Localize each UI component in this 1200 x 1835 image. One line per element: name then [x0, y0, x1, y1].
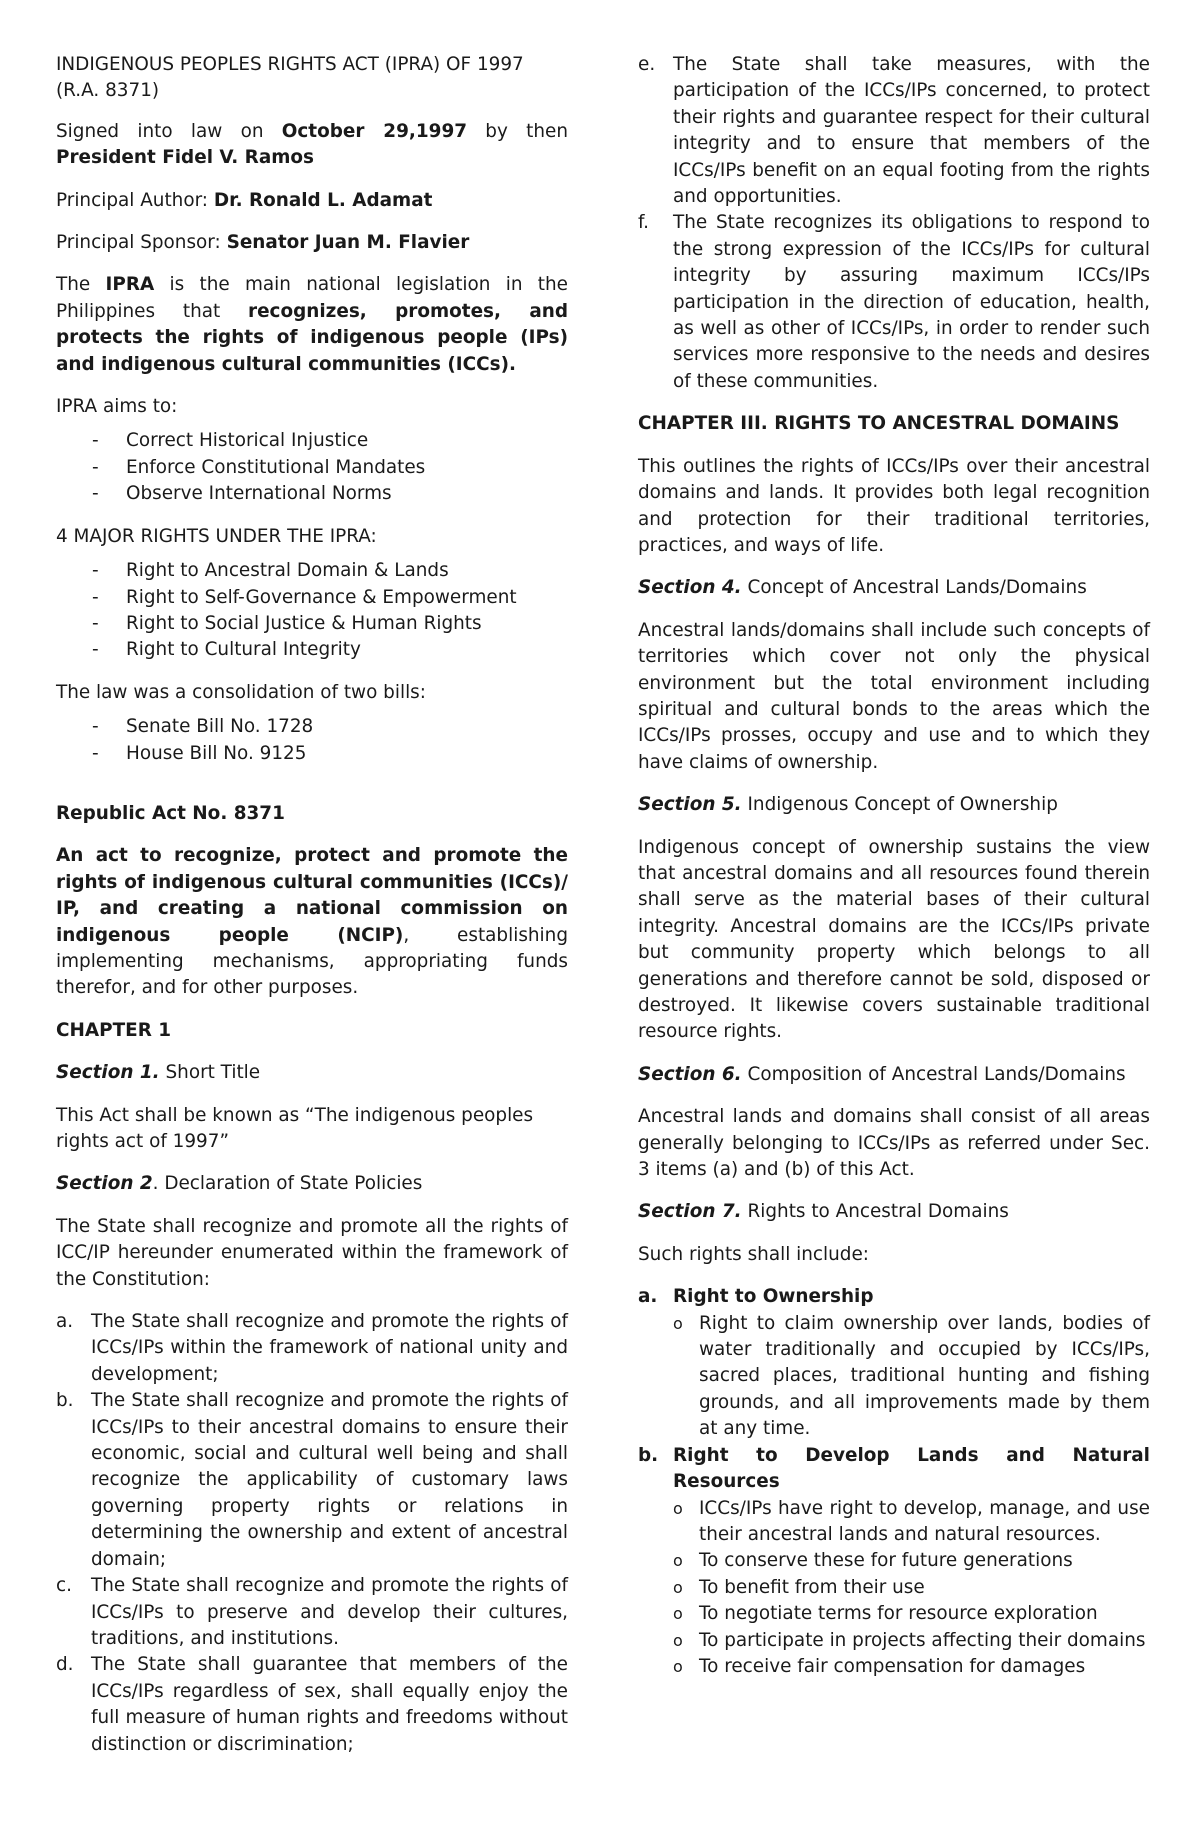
- section-title: Short Title: [159, 1062, 261, 1084]
- chapter-3-heading: CHAPTER III. RIGHTS TO ANCESTRAL DOMAINS: [638, 413, 1120, 435]
- right-title: Right to Ownership: [673, 1286, 874, 1308]
- list-marker: a.: [638, 1286, 658, 1308]
- section-7-text: Such rights shall include:: [638, 1243, 869, 1265]
- aims-label: IPRA aims to:: [56, 396, 178, 418]
- chapter-1-heading: CHAPTER 1: [56, 1019, 172, 1041]
- list-item: - Right to Ancestral Domain & Lands: [56, 558, 568, 584]
- list-item-text: The State recognizes its obligations to respond to the strong expression of the ICCs/IPs for cultural integrity by assuring maximum ICCs/IPs participation in the direction of education, health, as well as other of ICCs/IPs, in order to render such services more responsive to the needs and desires of these communities.: [673, 212, 1150, 392]
- section-title: . Declaration of State Policies: [152, 1173, 423, 1195]
- list-marker: d.: [56, 1654, 74, 1676]
- state-policies-list-a-d: [56, 1309, 568, 1758]
- sponsor-name: Senator Juan M. Flavier: [226, 232, 470, 254]
- list-item: o Right to claim ownership over lands, bodies of water traditionally and occupied by ICCs/IPs, sacred places, traditional hunting and fishing grounds, and all improvements made by them at any time.: [673, 1311, 1150, 1443]
- list-item-text: The State shall recognize and promote the rights of ICCs/IPs to their ancestral domains to ensure their economic, social and cultural well being and shall recognize the applicability of customary laws governing property rights or relations in determining the ownership and extent of ancestral domain;: [91, 1390, 568, 1570]
- list-item: [56, 1388, 568, 1573]
- list-item: - Right to Cultural Integrity: [56, 637, 568, 663]
- section-5-heading: [638, 792, 1150, 818]
- list-item: o To benefit from their use: [673, 1575, 1150, 1601]
- list-item: o ICCs/IPs have right to develop, manage, and use their ancestral lands and natural resources.: [673, 1496, 1150, 1549]
- section-label: Section 1.: [56, 1062, 160, 1084]
- ipra-bold2: recognizes, promotes, and protects the rights of indigenous people (IPs) and indigenous cultural communities (ICCs).: [56, 300, 568, 375]
- list-item-text: The State shall take measures, with the participation of the ICCs/IPs concerned, to protect their rights and guarantee respect for their cultural integrity and to ensure that members of the ICCs/IPs benefit on an equal footing from the rights and opportunities.: [673, 54, 1150, 208]
- list-item: [638, 1284, 1150, 1442]
- sub-list: [673, 1311, 1150, 1443]
- ra-number: (R.A. 8371): [56, 80, 160, 102]
- list-marker: c.: [56, 1575, 72, 1597]
- signed-mid: by then: [467, 120, 568, 142]
- sponsor-label: Principal Sponsor:: [56, 232, 227, 254]
- section-title: Composition of Ancestral Lands/Domains: [741, 1063, 1126, 1085]
- list-item: [56, 1309, 568, 1388]
- signed-president: President Fidel V. Ramos: [56, 147, 314, 169]
- list-item: - Correct Historical Injustice: [56, 428, 568, 454]
- list-item: o To receive fair compensation for damages: [673, 1654, 1150, 1680]
- spacer: [56, 783, 568, 801]
- act-bold: An act to recognize, protect and promote the rights of indigenous cultural communities (ICCs)/ IP, and creating a national commission on indigenous people (NCIP): [56, 845, 568, 946]
- list-item: - Right to Self-Governance & Empowerment: [56, 585, 568, 611]
- ipra-description: [56, 272, 568, 378]
- section-2-text: The State shall recognize and promote all the rights of ICC/IP hereunder enumerated within the framework of the Constitution:: [56, 1215, 568, 1290]
- bills-list: [56, 714, 568, 767]
- ipra-pre: The: [56, 274, 106, 296]
- list-item-text: The State shall recognize and promote the rights of ICCs/IPs to preserve and develop their cultures, traditions, and institutions.: [91, 1575, 568, 1649]
- list-marker: a.: [56, 1311, 74, 1333]
- state-policies-list-e-f: [638, 52, 1150, 395]
- signed-date: October 29,1997: [281, 120, 468, 142]
- principal-sponsor: [56, 230, 568, 256]
- section-1-heading: [56, 1060, 568, 1086]
- list-item: [56, 1652, 568, 1758]
- title-text: INDIGENOUS PEOPLES RIGHTS ACT (IPRA) OF 1997: [56, 54, 524, 75]
- list-item-text: The State shall guarantee that members of the ICCs/IPs regardless of sex, shall equally enjoy the full measure of human rights and freedoms without distinction or discrimination;: [91, 1654, 568, 1755]
- list-item: o To participate in projects affecting their domains: [673, 1628, 1150, 1654]
- ancestral-rights-list: [638, 1284, 1150, 1680]
- section-label: Section 7.: [638, 1201, 742, 1223]
- list-item: - Observe International Norms: [56, 481, 568, 507]
- sub-list: [673, 1496, 1150, 1681]
- list-item: [56, 1573, 568, 1652]
- section-1-text: This Act shall be known as “The indigenous peoples rights act of 1997”: [56, 1104, 534, 1152]
- act-rest: , establishing implementing mechanisms, appropriating funds therefor, and for other purposes.: [56, 924, 568, 999]
- author-label: Principal Author:: [56, 189, 214, 211]
- author-name: Dr. Ronald L. Adamat: [213, 189, 433, 211]
- right-title: Right to Develop Lands and Natural Resources: [673, 1444, 1150, 1493]
- section-label: Section 6.: [638, 1063, 742, 1085]
- list-marker: f.: [638, 212, 649, 234]
- section-label: Section 5.: [638, 794, 742, 816]
- list-item: - Senate Bill No. 1728: [56, 714, 568, 740]
- section-4-text: Ancestral lands/domains shall include such concepts of territories which cover not only the physical environment but the total environment including spiritual and cultural bonds to the areas which the ICCs/IPs prosses, occupy and use and to which they have claims of ownership.: [638, 619, 1150, 773]
- section-6-heading: [638, 1062, 1150, 1088]
- list-item: [638, 52, 1150, 210]
- list-marker: b.: [56, 1390, 74, 1412]
- consolidation-label: The law was a consolidation of two bills:: [56, 681, 426, 703]
- major-rights-label: 4 MAJOR RIGHTS UNDER THE IPRA:: [56, 525, 377, 547]
- section-label: Section 2: [56, 1173, 153, 1195]
- section-2-heading: [56, 1171, 568, 1197]
- act-description: [56, 843, 568, 1001]
- aims-list: [56, 428, 568, 507]
- list-item: o To conserve these for future generations: [673, 1548, 1150, 1574]
- section-6-text: Ancestral lands and domains shall consist of all areas generally belonging to ICCs/IPs as referred under Sec. 3 items (a) and (b) of this Act.: [638, 1106, 1150, 1181]
- list-item-text: The State shall recognize and promote the rights of ICCs/IPs within the framework of national unity and development;: [91, 1311, 568, 1385]
- list-marker: e.: [638, 54, 656, 75]
- section-title: Indigenous Concept of Ownership: [741, 794, 1058, 816]
- section-4-heading: [638, 575, 1150, 601]
- major-rights-list: [56, 558, 568, 664]
- list-item: - House Bill No. 9125: [56, 741, 568, 767]
- republic-act-heading: Republic Act No. 8371: [56, 802, 285, 824]
- list-item: [638, 1443, 1150, 1681]
- signed-pre: Signed into law on: [56, 120, 282, 142]
- principal-author: [56, 188, 568, 214]
- list-marker: b.: [638, 1444, 659, 1466]
- left-column: [56, 52, 568, 1772]
- list-item: - Enforce Constitutional Mandates: [56, 455, 568, 481]
- ipra-bold: IPRA: [105, 274, 155, 296]
- list-item: o To negotiate terms for resource exploration: [673, 1601, 1150, 1627]
- document-title: [56, 52, 568, 105]
- section-title: Concept of Ancestral Lands/Domains: [741, 577, 1087, 599]
- right-column: [638, 52, 1150, 1680]
- chapter-3-text: This outlines the rights of ICCs/IPs over their ancestral domains and lands. It provides both legal recognition and protection for their traditional territories, practices, and ways of life.: [638, 455, 1150, 556]
- signed-into-law: [56, 119, 568, 172]
- section-5-text: Indigenous concept of ownership sustains the view that ancestral domains and all resources found therein shall serve as the material bases of their cultural integrity. Ancestral domains are the ICCs/IPs private but community property which belongs to all generations and therefore cannot be sold, disposed or destroyed. It likewise covers sustainable traditional resource rights.: [638, 836, 1150, 1043]
- section-7-heading: [638, 1199, 1150, 1225]
- list-item: [638, 210, 1150, 395]
- list-item: - Right to Social Justice & Human Rights: [56, 611, 568, 637]
- ipra-mid: is the main national legislation in the Philippines that: [56, 274, 568, 322]
- section-title: Rights to Ancestral Domains: [741, 1201, 1009, 1223]
- section-label: Section 4.: [638, 577, 742, 599]
